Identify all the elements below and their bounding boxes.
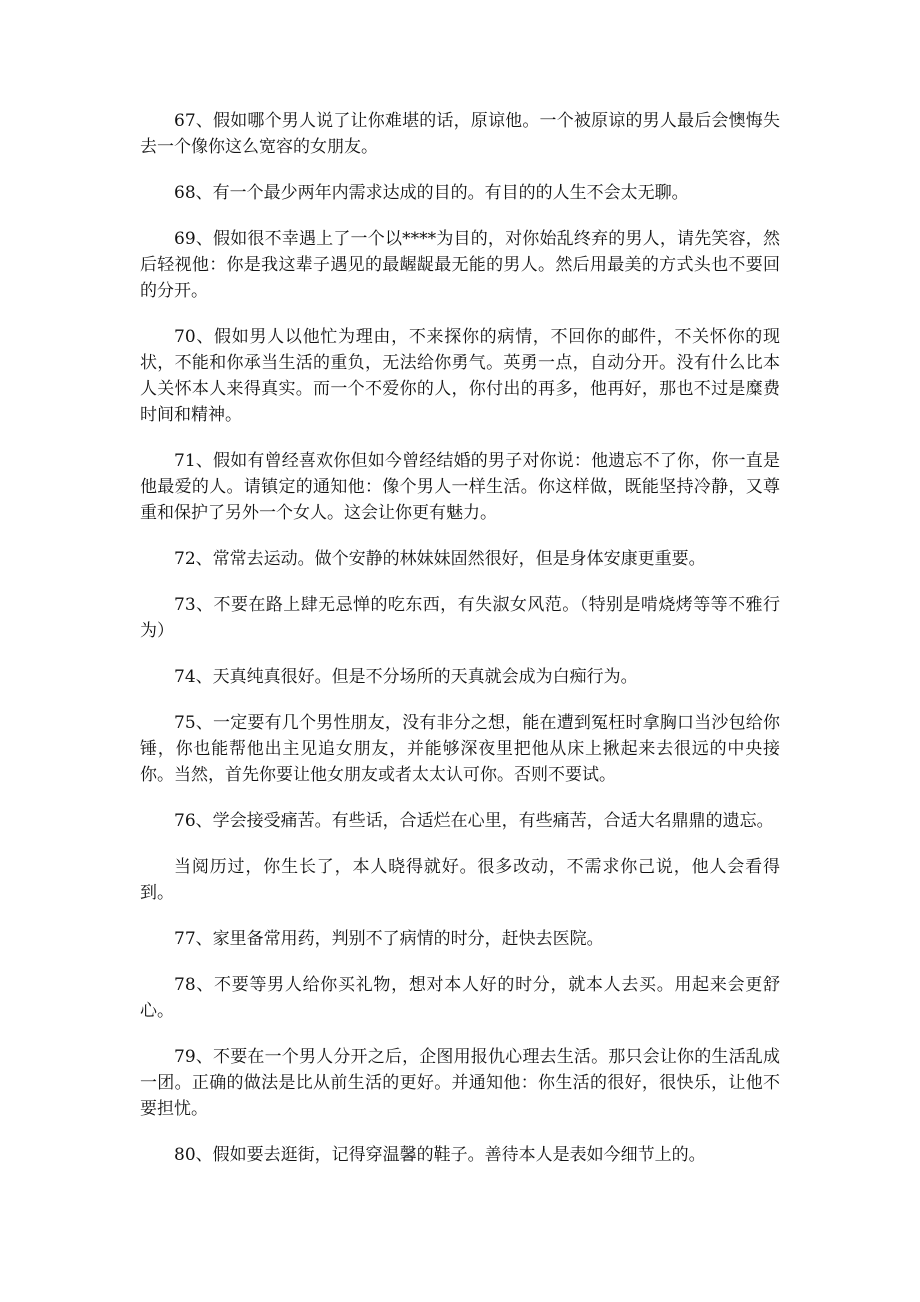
paragraph-76: 76、学会接受痛苦。有些话，合适烂在心里，有些痛苦，合适大名鼎鼎的遗忘。 xyxy=(174,811,774,831)
paragraph-70: 70、假如男人以他忙为理由，不来探你的病情，不回你的邮件，不关怀你的现状，不能和你承当生活的重负，无法给你勇气。英勇一点，自动分开。没有什么比本人关怀本人来得真实。而一个不爱你的人，你付出的再多，他再好，那也不过是糜费时间和精神。 xyxy=(140,327,780,425)
paragraph-71: 71、假如有曾经喜欢你但如今曾经结婚的男子对你说：他遗忘不了你，你一直是他最爱的人。请镇定的通知他：像个男人一样生活。你这样做，既能坚持冷静，又尊重和保护了另外一个女人。这会让你更有魅力。 xyxy=(140,451,780,523)
paragraph-74: 74、天真纯真很好。但是不分场所的天真就会成为白痴行为。 xyxy=(174,667,638,687)
document-body xyxy=(140,108,780,1188)
paragraph-75: 75、一定要有几个男性朋友，没有非分之想，能在遭到冤枉时拿胸口当沙包给你锤，你也能帮他出主见追女朋友，并能够深夜里把他从床上揪起来去很远的中央接你。当然，首先你要让他女朋友或者太太认可你。否则不要试。 xyxy=(140,713,780,785)
paragraph-78: 78、不要等男人给你买礼物，想对本人好的时分，就本人去买。用起来会更舒心。 xyxy=(140,975,780,1021)
paragraph-79: 79、不要在一个男人分开之后，企图用报仇心理去生活。那只会让你的生活乱成一团。正确的做法是比从前生活的更好。并通知他：你生活的很好，很快乐，让他不要担忧。 xyxy=(140,1047,780,1119)
paragraph-77: 77、家里备常用药，判别不了病情的时分，赶快去医院。 xyxy=(174,929,604,949)
paragraph-72: 72、常常去运动。做个安静的林妹妹固然很好，但是身体安康更重要。 xyxy=(174,549,706,569)
paragraph-76-continuation: 当阅历过，你生长了，本人晓得就好。很多改动，不需求你己说，他人会看得到。 xyxy=(140,857,780,903)
paragraph-67: 67、假如哪个男人说了让你难堪的话，原谅他。一个被原谅的男人最后会懊悔失去一个像你这么宽容的女朋友。 xyxy=(140,111,780,157)
paragraph-69: 69、假如很不幸遇上了一个以****为目的，对你始乱终弃的男人，请先笑容，然后轻视他：你是我这辈子遇见的最龌龊最无能的男人。然后用最美的方式头也不要回的分开。 xyxy=(140,229,780,301)
paragraph-68: 68、有一个最少两年内需求达成的目的。有目的的人生不会太无聊。 xyxy=(174,183,689,203)
paragraph-73: 73、不要在路上肆无忌惮的吃东西，有失淑女风范。（特别是啃烧烤等等不雅行为） xyxy=(140,595,780,641)
paragraph-80: 80、假如要去逛街，记得穿温馨的鞋子。善待本人是表如今细节上的。 xyxy=(174,1145,706,1165)
